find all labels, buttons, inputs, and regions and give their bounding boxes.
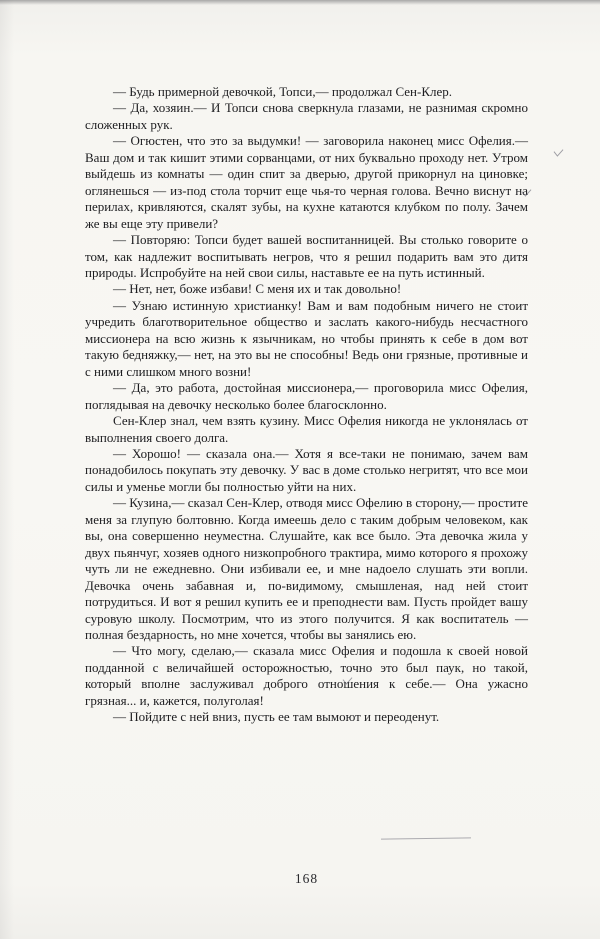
paragraph: — Повторяю: Топси будет вашей воспитанницей. Вы столько говорите о том, как надлежит воспитывать негров, что я решил подарить вам это дитя природы. Испробуйте на ней свои силы, наставьте ее на путь истинный. — [85, 232, 528, 280]
page-number: 168 — [294, 871, 319, 886]
paragraph: Сен-Клер знал, чем взять кузину. Мисс Офелия никогда не уклонялась от выполнения своего долга. — [85, 413, 528, 445]
paragraph: — Узнаю истинную христианку! Вам и вам подобным ничего не стоит учредить благотворительное общество и заслать какого-нибудь несчастного миссионера на всю жизнь к язычникам, но чтобы принять к себе в дом вот такую бедняжку,— нет, на это вы не способны! Ведь они грязные, противные и с ними слишком много возни! — [85, 297, 528, 379]
paragraph: — Что могу, сделаю,— сказала мисс Офелия и подошла к своей новой подданной с величайшей осторожностью, точно это был паук, но такой, который вполне заслуживал доброго отношения к себе.— Она ужасно грязная... и, кажется, полуголая! — [85, 643, 528, 708]
pencil-underline-mark — [381, 837, 471, 839]
paragraph: — Огюстен, что это за выдумки! — заговорила наконец мисс Офелия.— Ваш дом и так кишит этими сорванцами, от них буквально проходу нет. Утром выйдешь из комнаты — один спит за дверью, другой прикорнул на циновке; оглянешься — из-под стола торчит еще чья-то черная голова. Вечно виснут на перилах, кривляются, скалят зубы, на кухне катаются клубком по полу. Зачем же вы еще эту привели? — [85, 133, 528, 231]
pencil-checkmark-icon — [554, 145, 564, 156]
paragraph: — Да, это работа, достойная миссионера,— проговорила мисс Офелия, поглядывая на девочку несколько более благосклонно. — [85, 380, 528, 412]
paragraph: — Кузина,— сказал Сен-Клер, отводя мисс Офелию в сторону,— простите меня за глупую болтовню. Когда имеешь дело с таким добрым человеком, как вы, она совершенно неуместна. Слушайте, как все было. Эта девочка жила у двух пьянчуг, хозяев одного низкопробного трактира, мимо которого я прохожу чуть ли не ежедневно. Они избивали ее, и мне надоело слушать эти вопли. Девочка очень забавная и, по-видимому, смышленая, над ней стоит потрудиться. И вот я решил купить ее и преподнести вам. Пусть пройдет вашу суровую школу. Посмотрим, что из этого получится. Я как воспитатель — полная бездарность, но мне хочется, чтобы вы занялись ею. — [85, 495, 528, 642]
paragraph: — Да, хозяин.— И Топси снова сверкнула глазами, не разнимая скромно сложенных рук. — [85, 100, 528, 132]
paragraph: — Будь примерной девочкой, Топси,— продолжал Сен-Клер. — [113, 84, 453, 99]
paragraph: — Нет, нет, боже избави! С меня их и так довольно! — [113, 281, 402, 297]
paragraph: — Пойдите с ней вниз, пусть ее там вымоют и переоденут. — [113, 709, 440, 725]
text-block — [85, 84, 528, 726]
paragraph: — Хорошо! — сказала она.— Хотя я все-таки не понимаю, зачем вам понадобилось покупать эту девочку. У вас в доме столько негритят, что все мои силы и уменье могли бы полностью уйти на них. — [85, 445, 528, 494]
